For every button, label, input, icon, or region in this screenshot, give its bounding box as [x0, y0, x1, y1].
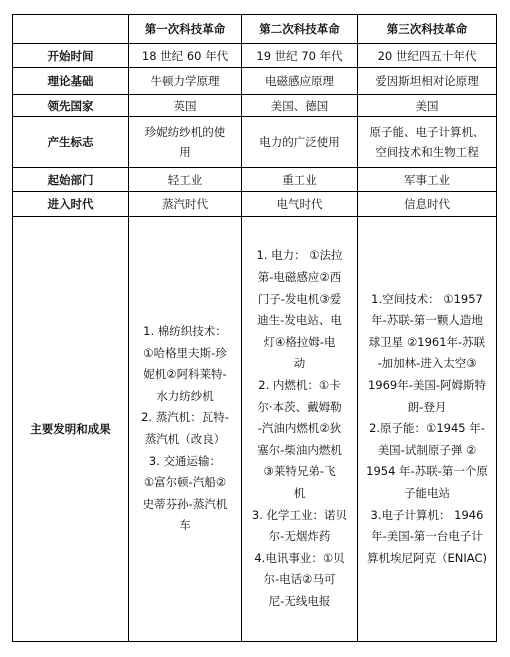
cell-line: 尼-无线电报 [268, 593, 331, 608]
cell-line: 美国-试制原子弹 ② [377, 442, 477, 457]
cell-sector-2: 重工业 [242, 168, 358, 192]
table-row [13, 117, 497, 168]
row-label-start-time: 开始时间 [13, 44, 129, 68]
cell-line: 3. 交通运输： [148, 453, 222, 468]
cell-countries-1: 英国 [129, 95, 242, 117]
header-third-revolution: 第三次科技革命 [358, 15, 497, 44]
cell-line: 2. 蒸汽机：瓦特- [141, 410, 229, 425]
cell-line: 朗-登月 [407, 399, 447, 414]
cell-symbol-1 [129, 117, 242, 168]
row-label-inventions: 主要发明和成果 [13, 217, 129, 642]
cell-line: -汽油内燃机②狄 [257, 421, 342, 436]
cell-line: 1. 棉纺织技术： [143, 324, 227, 339]
cell-line: 塞尔-柴油内燃机 [257, 442, 342, 457]
cell-line: 3. 化学工业：诺贝 [251, 507, 348, 522]
row-label-theory: 理论基础 [13, 68, 129, 95]
cell-line: 迪生-发电站、电 [257, 313, 342, 328]
cell-line: 第-电磁感应②西 [257, 270, 342, 285]
header-second-revolution: 第二次科技革命 [242, 15, 358, 44]
table-row-inventions [13, 217, 497, 642]
cell-line: 蒸汽机（改良） [144, 432, 226, 446]
cell-line: 原子能、电子计算机、 [369, 125, 485, 139]
cell-line: -加加林-进入太空③ [377, 356, 477, 371]
header-corner-cell [13, 15, 129, 44]
cell-line: 妮机②阿科莱特- [143, 367, 227, 382]
cell-line: ①哈格里夫斯-珍 [143, 345, 227, 360]
cell-inventions-3 [358, 217, 497, 642]
cell-line: 1. 电力： ①法拉 [256, 248, 343, 263]
table-row [13, 192, 497, 217]
cell-line: 史蒂芬孙-蒸汽机 [142, 496, 228, 511]
cell-countries-2: 美国、德国 [242, 95, 358, 117]
cell-line: 球卫星 ②1961年-苏联 [368, 334, 486, 349]
cell-line: 车 [179, 518, 191, 533]
cell-line: 尔-电话②马可 [263, 572, 336, 587]
cell-era-2: 电气时代 [242, 192, 358, 217]
cell-start-time-1: 18 世纪 60 年代 [129, 44, 242, 68]
cell-inventions-1 [129, 217, 242, 642]
cell-line: 子能电站 [404, 485, 450, 500]
cell-symbol-3 [358, 117, 497, 168]
cell-line: 年-苏联-第一颗人造地 [371, 313, 483, 328]
cell-countries-3: 美国 [358, 95, 497, 117]
tech-revolution-table [12, 14, 497, 642]
cell-line: 珍妮纺纱机的使 [144, 125, 226, 139]
cell-line: 年-美国-第一台电子计 [371, 529, 483, 544]
cell-line: 门子-发电机③爱 [257, 291, 342, 306]
cell-line: 动 [293, 356, 306, 371]
cell-line: 用 [179, 145, 191, 159]
cell-line: 机 [293, 485, 306, 500]
cell-line: ③莱特兄弟-飞 [263, 464, 336, 479]
cell-sector-3: 军事工业 [358, 168, 497, 192]
cell-line: 尔-无烟炸药 [268, 529, 331, 544]
header-first-revolution: 第一次科技革命 [129, 15, 242, 44]
row-label-starting-sector: 起始部门 [13, 168, 129, 192]
cell-line: 水力纺纱机 [156, 388, 214, 403]
cell-inventions-2 [242, 217, 358, 642]
cell-line: 1.空间技术： ①1957 [371, 291, 483, 306]
cell-line: 算机埃尼阿克（ENIAC) [367, 550, 487, 565]
cell-line: 3.电子计算机： 1946 [370, 507, 484, 522]
cell-line: 2.原子能：①1945 年- [369, 421, 485, 436]
cell-line: 1969年-美国-阿姆斯特 [367, 378, 487, 393]
row-label-leading-countries: 领先国家 [13, 95, 129, 117]
row-label-symbol: 产生标志 [13, 117, 129, 168]
cell-start-time-3: 20 世纪四五十年代 [358, 44, 497, 68]
cell-line: 空间技术和生物工程 [375, 145, 479, 159]
table-row [13, 168, 497, 192]
cell-theory-3: 爱因斯坦相对论原理 [358, 68, 497, 95]
cell-start-time-2: 19 世纪 70 年代 [242, 44, 358, 68]
cell-era-3: 信息时代 [358, 192, 497, 217]
cell-symbol-2: 电力的广泛使用 [242, 117, 358, 168]
cell-line: ①富尔顿-汽船② [143, 475, 227, 490]
table-row [13, 44, 497, 68]
cell-line: 灯④格拉姆-电 [263, 334, 336, 349]
cell-sector-1: 轻工业 [129, 168, 242, 192]
table-row [13, 95, 497, 117]
header-row [13, 15, 497, 44]
cell-era-1: 蒸汽时代 [129, 192, 242, 217]
cell-theory-1: 牛顿力学原理 [129, 68, 242, 95]
cell-theory-2: 电磁感应原理 [242, 68, 358, 95]
cell-line: 1954 年-苏联-第一个原 [366, 464, 488, 479]
cell-line: 尔·本茨、戴姆勒 [257, 399, 342, 414]
cell-line: 2. 内燃机：①卡 [258, 378, 341, 393]
row-label-era: 进入时代 [13, 192, 129, 217]
table-container [12, 14, 497, 642]
table-row [13, 68, 497, 95]
cell-line: 4.电讯事业：①贝 [254, 550, 345, 565]
